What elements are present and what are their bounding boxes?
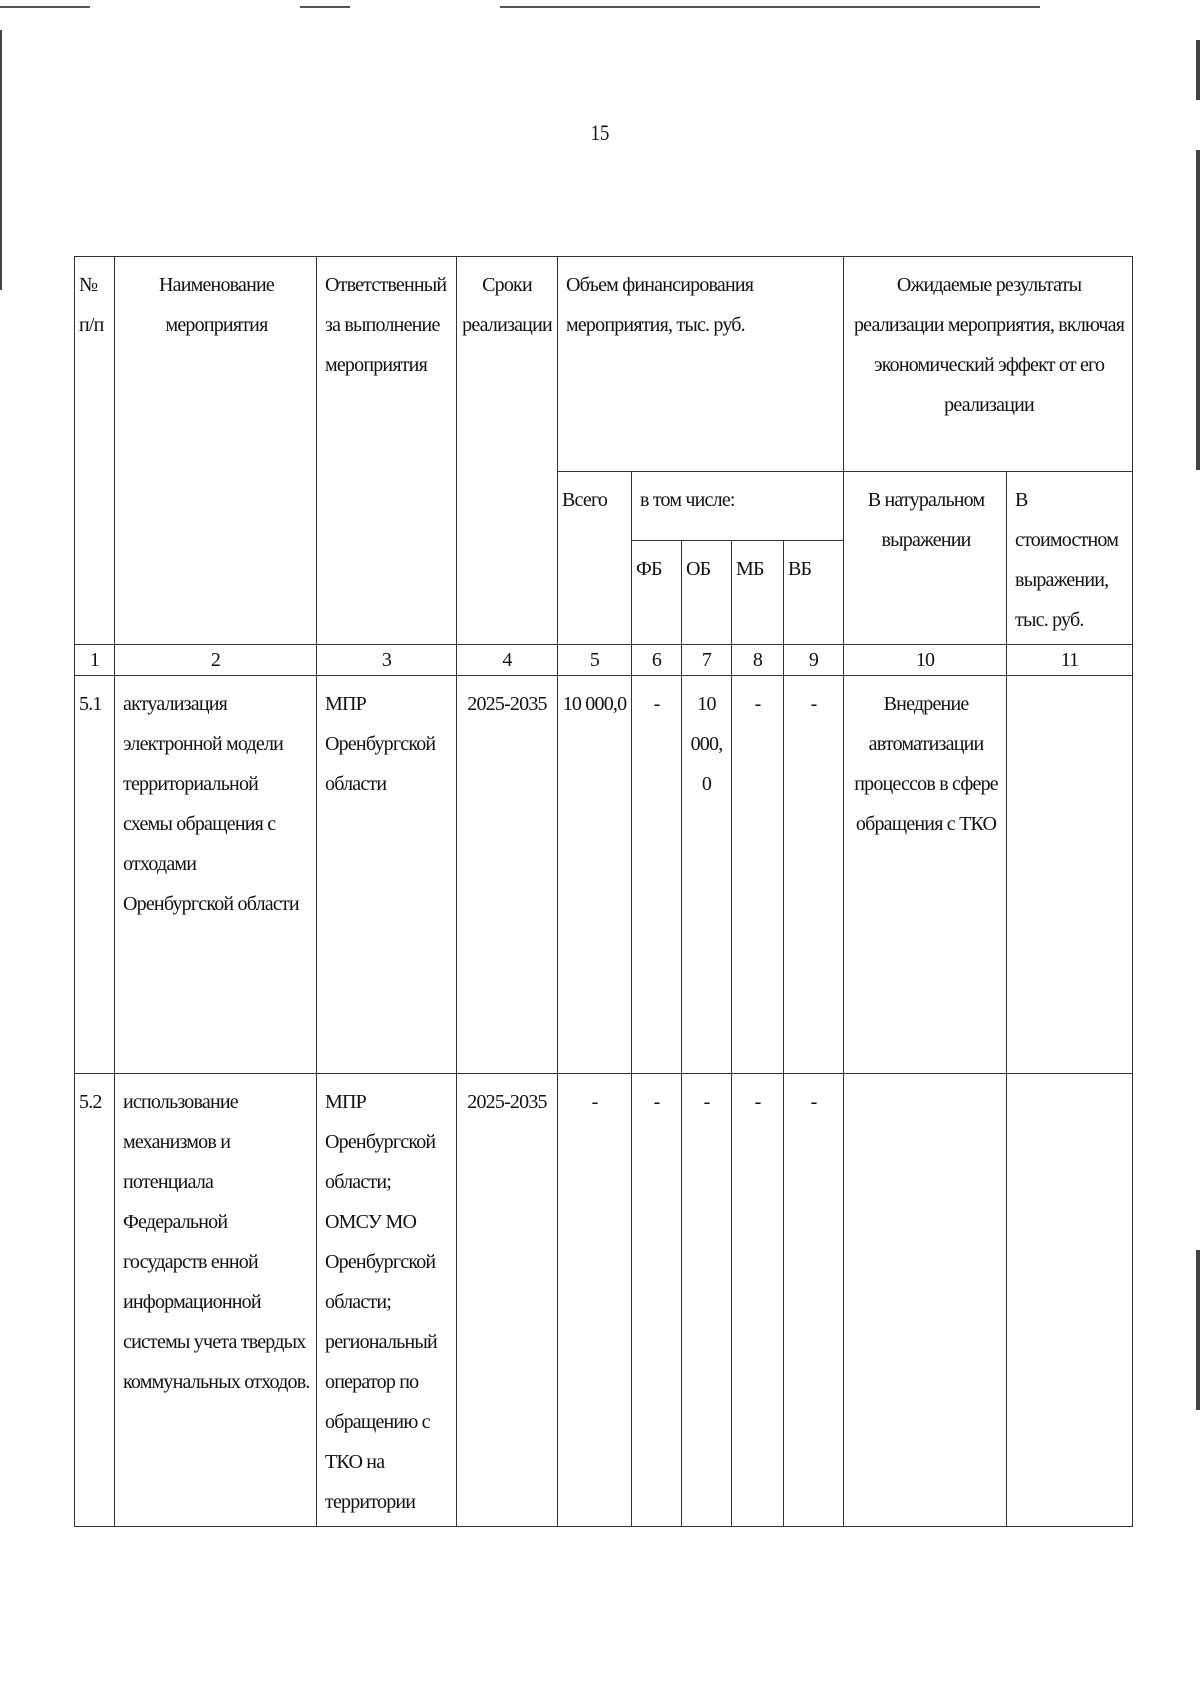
scan-edge-right-3 xyxy=(1196,1250,1200,1410)
column-number: 9 xyxy=(784,645,844,676)
column-number: 1 xyxy=(75,645,115,676)
measures-table xyxy=(74,256,1133,1527)
header-funding: Объем финансирования мероприятия, тыс. руб. xyxy=(558,257,844,472)
row-total: 10 000,0 xyxy=(558,676,632,1074)
row-terms: 2025-2035 xyxy=(457,676,558,1074)
scan-edge-right-1 xyxy=(1196,40,1200,100)
header-including: в том числе: xyxy=(632,472,844,541)
column-number: 4 xyxy=(457,645,558,676)
header-name: Наименование мероприятия xyxy=(115,257,317,645)
scan-edge-top-2 xyxy=(300,6,350,8)
column-number: 11 xyxy=(1007,645,1133,676)
header-terms: Сроки реализации xyxy=(457,257,558,645)
scan-edge-right-2 xyxy=(1196,150,1200,470)
header-natural: В натуральном выражении xyxy=(844,472,1007,645)
row-cost xyxy=(1007,1074,1133,1527)
row-no: 5.1 xyxy=(75,676,115,1074)
row-name: актуализация электронной модели территориальной схемы обращения с отходами Оренбургской области xyxy=(115,676,317,1074)
row-natural xyxy=(844,1074,1007,1527)
row-fb: - xyxy=(632,1074,682,1527)
row-vb: - xyxy=(784,1074,844,1527)
scan-edge-top-1 xyxy=(0,6,90,8)
column-number: 7 xyxy=(682,645,732,676)
column-number-row xyxy=(75,645,1133,676)
row-terms: 2025-2035 xyxy=(457,1074,558,1527)
row-name: использование механизмов и потенциала Федеральной государств енной информационной системы учета твердых коммунальных отходов. xyxy=(115,1074,317,1527)
header-results: Ожидаемые результаты реализации мероприятия, включая экономический эффект от его реализации xyxy=(844,257,1133,472)
header-mb: МБ xyxy=(732,540,784,644)
table-row xyxy=(75,1074,1133,1527)
row-mb: - xyxy=(732,676,784,1074)
column-number: 3 xyxy=(317,645,457,676)
header-no: № п/п xyxy=(75,257,115,645)
header-ob: ОБ xyxy=(682,540,732,644)
column-number: 2 xyxy=(115,645,317,676)
column-number: 8 xyxy=(732,645,784,676)
column-number: 5 xyxy=(558,645,632,676)
header-responsible: Ответственный за выполнение мероприятия xyxy=(317,257,457,645)
row-responsible: МПР Оренбургской области xyxy=(317,676,457,1074)
table-row xyxy=(75,676,1133,1074)
row-ob: - xyxy=(682,1074,732,1527)
row-no: 5.2 xyxy=(75,1074,115,1527)
scan-edge-top-3 xyxy=(500,6,1040,8)
row-mb: - xyxy=(732,1074,784,1527)
column-number: 10 xyxy=(844,645,1007,676)
scan-edge-left xyxy=(0,30,2,290)
row-fb: - xyxy=(632,676,682,1074)
page-number: 15 xyxy=(590,120,610,145)
header-vb: ВБ xyxy=(784,540,844,644)
header-total: Всего xyxy=(558,472,632,645)
column-number: 6 xyxy=(632,645,682,676)
row-vb: - xyxy=(784,676,844,1074)
row-responsible: МПР Оренбургской области; ОМСУ МО Оренбургской области; региональный оператор по обращению с ТКО на территории xyxy=(317,1074,457,1527)
row-ob: 10 000, 0 xyxy=(682,676,732,1074)
row-natural: Внедрение автоматизации процессов в сфере обращения с ТКО xyxy=(844,676,1007,1074)
header-fb: ФБ xyxy=(632,540,682,644)
row-cost xyxy=(1007,676,1133,1074)
row-total: - xyxy=(558,1074,632,1527)
header-cost: В стоимостном выражении, тыс. руб. xyxy=(1007,472,1133,645)
